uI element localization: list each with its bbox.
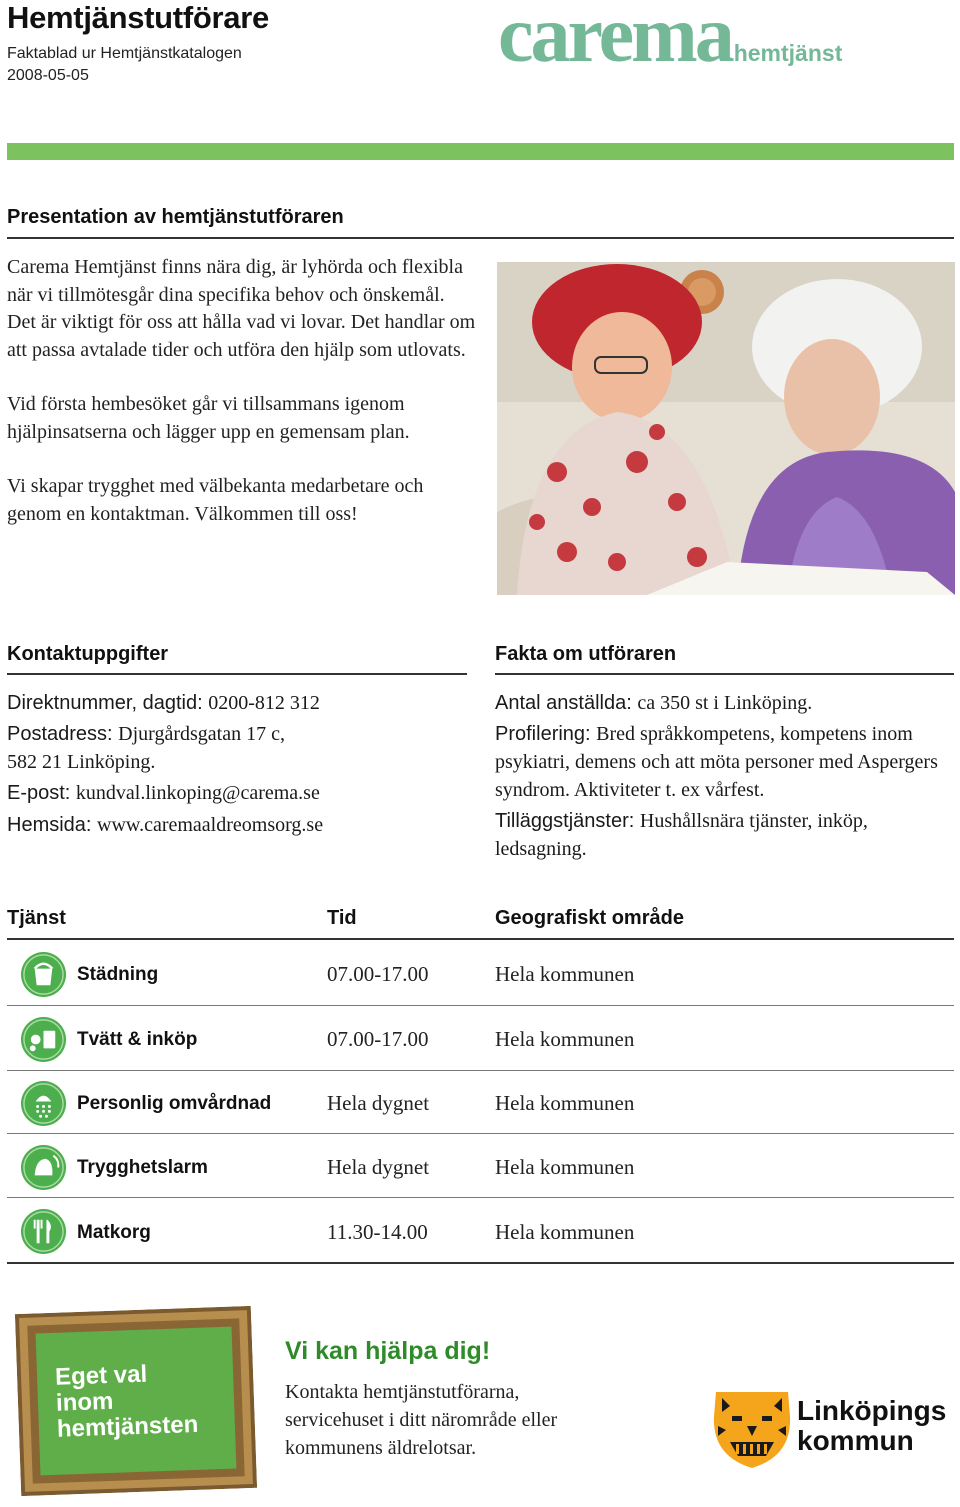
service-area: Hela kommunen: [495, 1027, 635, 1051]
logo-word: carema: [498, 0, 732, 79]
kommun-line-2: kommun: [797, 1425, 914, 1456]
contact-rule: [7, 673, 467, 675]
extra-services-label: Tilläggstjänster:: [495, 810, 635, 832]
caregiver-photo: [497, 262, 955, 595]
service-area: Hela kommunen: [495, 1220, 635, 1244]
service-time: 07.00-17.00: [327, 962, 429, 986]
presentation-heading: Presentation av hemtjänstutföraren: [7, 206, 344, 228]
frame-text-line-1: Eget val: [54, 1360, 148, 1391]
extra-services-line: [495, 807, 957, 863]
column-header-service: Tjänst: [7, 907, 66, 929]
service-time: 07.00-17.00: [327, 1027, 429, 1051]
address-city-line: [7, 748, 477, 779]
service-time: 11.30-14.00: [327, 1220, 428, 1244]
service-time: Hela dygnet: [327, 1091, 430, 1115]
row-divider: [7, 1005, 954, 1006]
staff-value: ca 350 st i Linköping.: [637, 692, 813, 714]
presentation-text: [7, 254, 477, 555]
phone-number[interactable]: 0200-812 312: [208, 692, 320, 714]
profile-label: Profilering:: [495, 723, 591, 745]
email-link[interactable]: kundval.linkoping@carema.se: [75, 782, 320, 804]
cutlery-icon: [20, 1208, 67, 1255]
service-area: Hela kommunen: [495, 1091, 635, 1115]
document-subtitle: [7, 43, 242, 87]
profile-value: Bred språkkompetens, kompetens inom psykiatri, demens och att möta personer med Aspergers syndrom. Aktiviteter t. ex vårfest.: [495, 723, 938, 801]
address-label: Postadress:: [7, 723, 113, 745]
website-link[interactable]: www.caremaaldreomsorg.se: [97, 814, 324, 836]
phone-label: Direktnummer, dagtid:: [7, 692, 203, 714]
service-name: Trygghetslarm: [77, 1157, 208, 1178]
address-street: Djurgårdsgatan 17 c,: [118, 723, 285, 745]
laundry-shopping-icon: [20, 1016, 67, 1063]
staff-label: Antal anställda:: [495, 692, 632, 714]
frame-text-line-2: inom: [55, 1387, 114, 1417]
linkoping-kommun-name: [797, 1396, 946, 1456]
column-header-time: Tid: [327, 907, 357, 929]
email-line: [7, 779, 477, 811]
bucket-icon: [20, 951, 67, 998]
service-name: Tvätt & inköp: [77, 1029, 198, 1050]
cta-text: Kontakta hemtjänstutförarna, servicehuset i ditt närområde eller kommunens äldrelotsar.: [285, 1381, 558, 1459]
web-label: Hemsida:: [7, 814, 92, 836]
intro-paragraph-2: Vid första hembesöket går vi tillsammans igenom hjälpinsatserna och lägger upp en gemensam plan.: [7, 393, 410, 443]
address-city: 582 21 Linköping.: [7, 751, 156, 773]
contact-details: [7, 689, 477, 839]
facts-rule: [495, 673, 954, 675]
row-divider: [7, 1197, 954, 1198]
address-line: [7, 720, 477, 748]
service-name: Städning: [77, 964, 159, 985]
service-time: Hela dygnet: [327, 1155, 430, 1179]
service-name: Matkorg: [77, 1222, 151, 1243]
document-title: Hemtjänstutförare: [7, 0, 269, 35]
table-header-rule: [7, 938, 954, 940]
facts-details: [495, 689, 957, 863]
facts-heading: Fakta om utföraren: [495, 643, 677, 665]
intro-paragraph-3: Vi skapar trygghet med välbekanta medarbetare och genom en kontaktman. Välkommen till oss!: [7, 475, 424, 525]
logo-tagline: hemtjänst: [733, 40, 843, 66]
extra-services-value: Hushållsnära tjänster, inköp, ledsagning.: [495, 810, 868, 860]
service-area: Hela kommunen: [495, 962, 635, 986]
intro-paragraph-1: Carema Hemtjänst finns nära dig, är lyhörda och flexibla när vi tillmötesgår dina specifika behov och önskemål. Det är viktigt för oss att hålla vad vi lovar. Det handlar om att passa avtalade tider och utföra den hjälp som utlovats.: [7, 256, 476, 361]
header-green-bar: [7, 143, 954, 160]
contact-heading: Kontaktuppgifter: [7, 643, 169, 665]
document-date: 2008-05-05: [7, 67, 89, 84]
kommun-line-1: Linköpings: [797, 1395, 947, 1426]
alarm-bell-icon: [20, 1144, 67, 1191]
staff-line: [495, 689, 957, 717]
cta-heading: Vi kan hjälpa dig!: [285, 1337, 491, 1365]
presentation-rule: [7, 237, 954, 239]
email-label: E-post:: [7, 782, 71, 804]
profile-line: [495, 720, 957, 804]
service-area: Hela kommunen: [495, 1155, 635, 1179]
service-name: Personlig omvårdnad: [77, 1093, 272, 1114]
column-header-area: Geografiskt område: [495, 907, 684, 929]
row-divider: [7, 1133, 954, 1134]
framed-sign-picture: [15, 1306, 257, 1496]
frame-text-line-3: hemtjänsten: [56, 1410, 199, 1443]
web-line: [7, 811, 477, 839]
subtitle-text: Faktablad ur Hemtjänstkatalogen: [7, 45, 242, 62]
table-bottom-rule: [7, 1262, 954, 1264]
phone-line: [7, 689, 477, 720]
row-divider: [7, 1070, 954, 1071]
photo-illustration: [497, 262, 955, 595]
frame-illustration: [15, 1306, 257, 1496]
carema-logo: [498, 0, 842, 81]
shower-icon: [20, 1080, 67, 1127]
